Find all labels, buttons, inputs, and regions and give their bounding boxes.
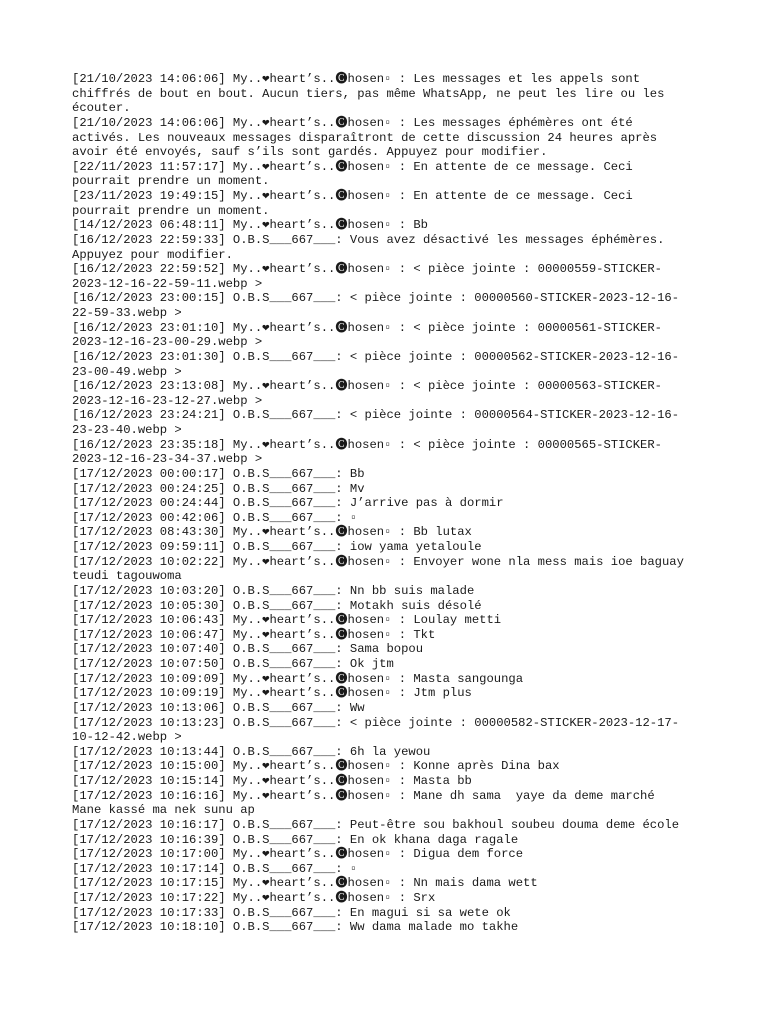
chat-message: [17/12/2023 00:24:44] O.B.S___667___: J’arrive pas à dormir	[72, 496, 504, 511]
chat-message: [16/12/2023 23:13:08] My..❤heart’s..🅒hosen▫ : < pièce jointe : 00000563-STICKER- 2023-12-16-23-12-27.webp >	[72, 379, 662, 408]
chat-message: [17/12/2023 10:16:39] O.B.S___667___: En ok khana daga ragale	[72, 832, 519, 847]
chat-message: [17/12/2023 10:07:50] O.B.S___667___: Ok jtm	[72, 657, 394, 671]
chat-message: [17/12/2023 08:43:30] My..❤heart’s..🅒hosen▫ : Bb lutax	[72, 525, 472, 540]
chat-message: [14/12/2023 06:48:11] My..❤heart’s..🅒hosen▫ : Bb	[72, 218, 428, 233]
chat-message: [17/12/2023 10:06:47] My..❤heart’s..🅒hosen▫ : Tkt	[72, 627, 436, 642]
chat-message: [17/12/2023 10:17:33] O.B.S___667___: En magui si sa wete ok	[72, 905, 511, 920]
chat-message: [17/12/2023 00:00:17] O.B.S___667___: Bb	[72, 466, 365, 481]
chat-message: [22/11/2023 11:57:17] My..❤heart’s..🅒hosen▫ : En attente de ce message. Ceci pourrait prendre un moment.	[72, 159, 633, 189]
chat-message: [17/12/2023 10:07:40] O.B.S___667___: Sama bopou	[72, 642, 424, 657]
chat-message: [17/12/2023 10:13:44] O.B.S___667___: 6h la yewou	[72, 744, 431, 759]
chat-message: [16/12/2023 22:59:52] My..❤heart’s..🅒hosen▫ : < pièce jointe : 00000559-STICKER- 2023-12-16-22-59-11.webp >	[72, 262, 662, 291]
chat-message: [17/12/2023 10:18:10] O.B.S___667___: Ww dama malade mo takhe	[72, 920, 519, 935]
chat-message: [16/12/2023 22:59:33] O.B.S___667___: Vous avez désactivé les messages éphémères. Appuyez pour modifier.	[72, 232, 665, 262]
chat-message: [17/12/2023 10:15:14] My..❤heart’s..🅒hosen▫ : Masta bb	[72, 774, 472, 788]
chat-message: [17/12/2023 00:24:25] O.B.S___667___: Mv	[72, 481, 365, 496]
chat-message: [17/12/2023 10:16:17] O.B.S___667___: Peut-être sou bakhoul soubeu douma deme école	[72, 817, 680, 832]
chat-message: [16/12/2023 23:01:10] My..❤heart’s..🅒hosen▫ : < pièce jointe : 00000561-STICKER- 2023-12-16-23-00-29.webp >	[72, 320, 662, 350]
chat-message: [16/12/2023 23:00:15] O.B.S___667___: < pièce jointe : 00000560-STICKER-2023-12-16- 22-59-33.webp >	[72, 291, 680, 320]
chat-message: [17/12/2023 10:05:30] O.B.S___667___: Motakh suis désolé	[72, 598, 482, 613]
chat-message: [16/12/2023 23:24:21] O.B.S___667___: < pièce jointe : 00000564-STICKER-2023-12-16- 23-23-40.webp >	[72, 408, 680, 437]
chat-message: [21/10/2023 14:06:06] My..❤heart’s..🅒hosen▫ : Les messages et les appels sont chiffrés de bout en bout. Aucun tiers, pas même WhatsApp, ne peut les lire ou les écouter.	[72, 72, 665, 116]
chat-message: [17/12/2023 10:16:16] My..❤heart’s..🅒hosen▫ : Mane dh sama yaye da deme marché Mane kassé ma nek sunu ap	[72, 788, 655, 818]
chat-message: [23/11/2023 19:49:15] My..❤heart’s..🅒hosen▫ : En attente de ce message. Ceci pourrait prendre un moment.	[72, 189, 633, 218]
chat-message: [17/12/2023 10:17:15] My..❤heart’s..🅒hosen▫ : Nn mais dama wett	[72, 876, 538, 891]
chat-message: [16/12/2023 23:01:30] O.B.S___667___: < pièce jointe : 00000562-STICKER-2023-12-16- 23-00-49.webp >	[72, 349, 680, 379]
chat-message: [17/12/2023 10:17:22] My..❤heart’s..🅒hosen▫ : Srx	[72, 891, 436, 905]
chat-message: [17/12/2023 10:15:00] My..❤heart’s..🅒hosen▫ : Konne après Dina bax	[72, 759, 560, 774]
chat-message: [17/12/2023 09:59:11] O.B.S___667___: iow yama yetaloule	[72, 540, 482, 554]
chat-message: [17/12/2023 10:09:09] My..❤heart’s..🅒hosen▫ : Masta sangounga	[72, 671, 524, 686]
chat-transcript	[72, 72, 700, 935]
chat-message: [17/12/2023 10:17:00] My..❤heart’s..🅒hosen▫ : Digua dem force	[72, 847, 524, 862]
chat-message: [17/12/2023 10:02:22] My..❤heart’s..🅒hosen▫ : Envoyer wone nla mess mais ioe baguay teudi tagouwoma	[72, 554, 684, 584]
chat-message: [17/12/2023 10:13:06] O.B.S___667___: Ww	[72, 700, 365, 715]
chat-message: [21/10/2023 14:06:06] My..❤heart’s..🅒hosen▫ : Les messages éphémères ont été activés. Les nouveaux messages disparaîtront de cette discussion 24 heures après avoir été envoyés, sauf s’ils sont gardés. Appuyez pour modifier.	[72, 115, 658, 160]
chat-message: [17/12/2023 10:17:14] O.B.S___667___: ▫	[72, 861, 358, 876]
chat-message: [17/12/2023 10:09:19] My..❤heart’s..🅒hosen▫ : Jtm plus	[72, 686, 472, 701]
chat-message: [16/12/2023 23:35:18] My..❤heart’s..🅒hosen▫ : < pièce jointe : 00000565-STICKER- 2023-12-16-23-34-37.webp >	[72, 437, 662, 467]
chat-message: [17/12/2023 10:03:20] O.B.S___667___: Nn bb suis malade	[72, 583, 475, 598]
chat-message: [17/12/2023 10:13:23] O.B.S___667___: < pièce jointe : 00000582-STICKER-2023-12-17- 10-12-42.webp >	[72, 715, 680, 745]
chat-message: [17/12/2023 10:06:43] My..❤heart’s..🅒hosen▫ : Loulay metti	[72, 613, 502, 628]
chat-message: [17/12/2023 00:42:06] O.B.S___667___: ▫	[72, 510, 358, 525]
